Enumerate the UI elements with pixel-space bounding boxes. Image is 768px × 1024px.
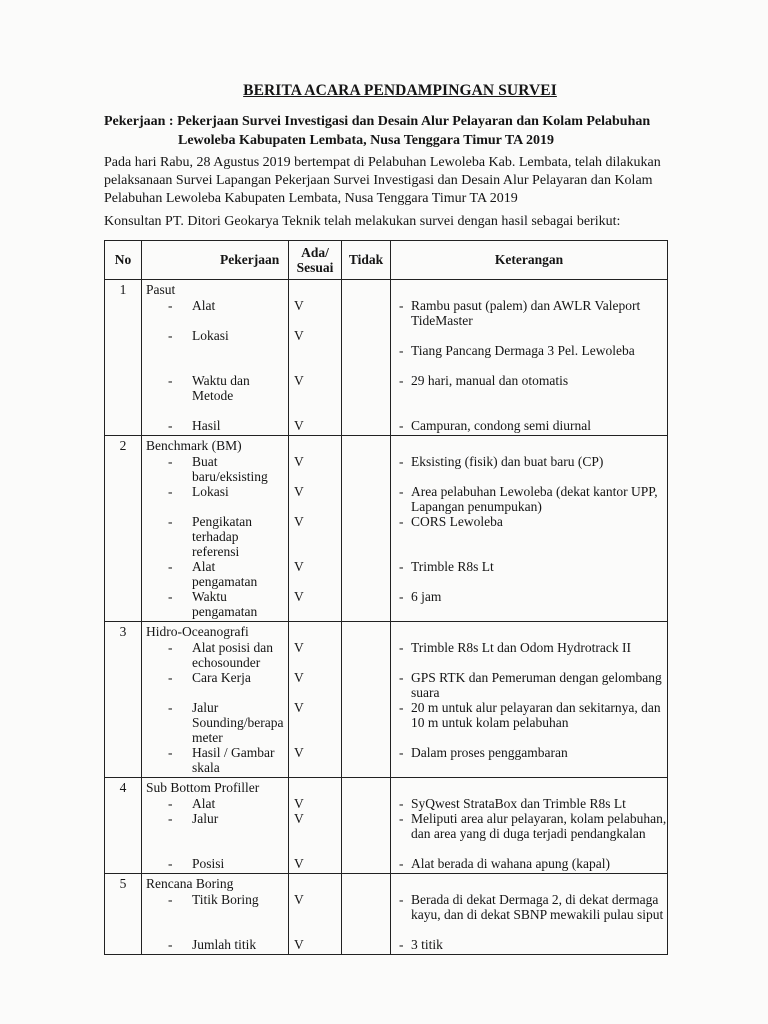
- check-mark: V: [294, 640, 304, 655]
- remark-text: GPS RTK dan Pemeruman dengan gelombang: [411, 670, 662, 685]
- remark-block: [391, 856, 667, 871]
- check-mark: V: [294, 937, 304, 952]
- remark-block: [391, 418, 667, 433]
- task-label: Hasil / Gambar: [192, 745, 275, 760]
- task-item: [146, 892, 288, 937]
- remark-dash: -: [399, 892, 404, 907]
- table-body: [105, 280, 668, 955]
- task-item: [146, 418, 288, 433]
- row-number: 2: [105, 436, 142, 622]
- task-label: Posisi: [192, 856, 225, 871]
- group-title: Hidro-Oceanografi: [146, 624, 249, 639]
- pekerjaan-cell: [142, 436, 289, 622]
- remark-text: CORS Lewoleba: [411, 514, 503, 529]
- pekerjaan-cell: [142, 280, 289, 436]
- bullet-dash: -: [168, 373, 173, 388]
- table-header-row: [105, 241, 668, 280]
- job-description: [104, 112, 664, 150]
- remark-block: [391, 745, 667, 775]
- remark-text: Meliputi area alur pelayaran, kolam pelabuhan,: [411, 811, 667, 826]
- keterangan-cell: [391, 622, 668, 778]
- remark-block: [391, 700, 667, 745]
- task-item: [146, 484, 288, 514]
- remark-text: Trimble R8s Lt dan Odom Hydrotrack II: [411, 640, 631, 655]
- task-item: [146, 745, 288, 775]
- remark-block: [391, 514, 667, 559]
- remark-dash: -: [399, 298, 404, 313]
- row-number: 1: [105, 280, 142, 436]
- check-mark: V: [294, 811, 304, 826]
- check-mark: V: [294, 328, 304, 343]
- task-label: meter: [192, 730, 223, 745]
- tidak-cell: [342, 778, 391, 874]
- check-mark: V: [294, 373, 304, 388]
- check-mark: V: [294, 484, 304, 499]
- task-item: [146, 559, 288, 589]
- remark-block: [391, 796, 667, 811]
- task-label: Alat: [192, 796, 216, 811]
- task-label: pengamatan: [192, 604, 258, 619]
- remark-dash: -: [399, 454, 404, 469]
- remark-text: suara: [411, 685, 440, 700]
- row-number: 4: [105, 778, 142, 874]
- ada-sesuai-cell: [289, 436, 342, 622]
- keterangan-cell: [391, 874, 668, 955]
- task-item: [146, 670, 288, 700]
- task-item: [146, 373, 288, 403]
- remark-block: [391, 328, 667, 358]
- remark-text: kayu, dan di dekat SBNP mewakili pulau siput: [411, 907, 664, 922]
- group-title: Benchmark (BM): [146, 438, 242, 453]
- task-item: [146, 811, 288, 856]
- task-label: referensi: [192, 544, 240, 559]
- task-label: Buat: [192, 454, 218, 469]
- header-ada: Ada/: [301, 245, 329, 260]
- tidak-cell: [342, 280, 391, 436]
- remark-dash: -: [399, 640, 404, 655]
- remark-dash: -: [399, 670, 404, 685]
- task-label: Sounding/berapa: [192, 715, 284, 730]
- remark-text: Lapangan penumpukan): [411, 499, 542, 514]
- survey-table: [104, 240, 668, 955]
- task-label: terhadap: [192, 529, 239, 544]
- remark-text: Berada di dekat Dermaga 2, di dekat dermaga: [411, 892, 659, 907]
- check-mark: V: [294, 796, 304, 811]
- job-line-1: Pekerjaan : Pekerjaan Survei Investigasi dan Desain Alur Pelayaran dan Kolam Pelabuhan: [104, 114, 651, 129]
- remark-text: 6 jam: [411, 589, 442, 604]
- job-line-2: Lewoleba Kabupaten Lembata, Nusa Tenggara Timur TA 2019: [178, 133, 554, 148]
- remark-text: Eksisting (fisik) dan buat baru (CP): [411, 454, 604, 469]
- bullet-dash: -: [168, 856, 173, 871]
- tidak-cell: [342, 874, 391, 955]
- remark-text: dan area yang di duga terjadi pendangkalan: [411, 826, 646, 841]
- remark-block: [391, 640, 667, 670]
- pekerjaan-cell: [142, 778, 289, 874]
- table-row: [105, 436, 668, 622]
- table-row: [105, 280, 668, 436]
- task-label: Titik Boring: [192, 892, 259, 907]
- task-label: Lokasi: [192, 484, 229, 499]
- remark-dash: -: [399, 589, 404, 604]
- header-tidak: Tidak: [342, 241, 391, 280]
- opening-paragraph: [104, 154, 670, 208]
- bullet-dash: -: [168, 700, 173, 715]
- pekerjaan-cell: [142, 622, 289, 778]
- check-mark: V: [294, 856, 304, 871]
- task-item: [146, 298, 288, 328]
- task-label: Alat posisi dan: [192, 640, 273, 655]
- bullet-dash: -: [168, 328, 173, 343]
- task-label: Lokasi: [192, 328, 229, 343]
- task-label: Hasil: [192, 418, 221, 433]
- header-pekerjaan: Pekerjaan: [142, 241, 289, 280]
- table-row: [105, 874, 668, 955]
- check-mark: V: [294, 418, 304, 433]
- remark-text: 3 titik: [411, 937, 443, 952]
- task-item: [146, 640, 288, 670]
- keterangan-cell: [391, 778, 668, 874]
- remark-dash: -: [399, 745, 404, 760]
- remark-text: Alat berada di wahana apung (kapal): [411, 856, 611, 871]
- remark-dash: -: [399, 937, 404, 952]
- row-number: 3: [105, 622, 142, 778]
- paragraph-line-1: Pada hari Rabu, 28 Agustus 2019 bertempat di Pelabuhan Lewoleba Kab. Lembata, telah dilakukan: [104, 155, 661, 170]
- group-title: Rencana Boring: [146, 876, 234, 891]
- document-title: BERITA ACARA PENDAMPINGAN SURVEI: [243, 82, 557, 99]
- row-number: 5: [105, 874, 142, 955]
- check-mark: V: [294, 559, 304, 574]
- remark-text: 10 m untuk kolam pelabuhan: [411, 715, 569, 730]
- remark-text: Dalam proses penggambaran: [411, 745, 568, 760]
- remark-dash: -: [399, 559, 404, 574]
- bullet-dash: -: [168, 745, 173, 760]
- intro-sentence: Konsultan PT. Ditori Geokarya Teknik telah melakukan survei dengan hasil sebagai berikut:: [104, 214, 621, 229]
- remark-dash: -: [399, 343, 404, 358]
- remark-text: 29 hari, manual dan otomatis: [411, 373, 569, 388]
- paragraph-line-2: pelaksanaan Survei Lapangan Pekerjaan Survei Investigasi dan Desain Alur Pelayaran dan Kolam: [104, 173, 653, 188]
- header-sesuai: Sesuai: [296, 260, 334, 275]
- task-label: Waktu: [192, 589, 227, 604]
- check-mark: V: [294, 298, 304, 313]
- check-mark: V: [294, 514, 304, 529]
- task-label: pengamatan: [192, 574, 258, 589]
- remark-block: [391, 670, 667, 700]
- remark-block: [391, 559, 667, 589]
- remark-dash: -: [399, 811, 404, 826]
- task-label: Cara Kerja: [192, 670, 251, 685]
- header-keterangan: Keterangan: [391, 241, 668, 280]
- bullet-dash: -: [168, 811, 173, 826]
- remark-text: TideMaster: [411, 313, 473, 328]
- task-item: [146, 514, 288, 559]
- remark-text: SyQwest StrataBox dan Trimble R8s Lt: [411, 796, 626, 811]
- table-row: [105, 778, 668, 874]
- remark-block: [391, 589, 667, 619]
- remark-block: [391, 937, 667, 952]
- remark-text: Trimble R8s Lt: [411, 559, 494, 574]
- bullet-dash: -: [168, 454, 173, 469]
- task-label: Jumlah titik: [192, 937, 257, 952]
- remark-dash: -: [399, 700, 404, 715]
- check-mark: V: [294, 700, 304, 715]
- remark-text: Area pelabuhan Lewoleba (dekat kantor UPP,: [411, 484, 658, 499]
- remark-text: Rambu pasut (palem) dan AWLR Valeport: [411, 298, 641, 313]
- remark-dash: -: [399, 484, 404, 499]
- keterangan-cell: [391, 436, 668, 622]
- remark-block: [391, 892, 667, 937]
- task-label: Metode: [192, 388, 234, 403]
- remark-dash: -: [399, 856, 404, 871]
- ada-sesuai-cell: [289, 874, 342, 955]
- check-mark: V: [294, 745, 304, 760]
- task-item: [146, 328, 288, 358]
- ada-sesuai-cell: [289, 280, 342, 436]
- task-label: baru/eksisting: [192, 469, 268, 484]
- task-item: [146, 700, 288, 745]
- task-label: Jalur: [192, 700, 219, 715]
- bullet-dash: -: [168, 298, 173, 313]
- task-item: [146, 937, 288, 952]
- remark-dash: -: [399, 514, 404, 529]
- task-item: [146, 796, 288, 811]
- remark-block: [391, 373, 667, 403]
- tidak-cell: [342, 436, 391, 622]
- remark-text: 20 m untuk alur pelayaran dan sekitarnya, dan: [411, 700, 661, 715]
- ada-sesuai-cell: [289, 778, 342, 874]
- bullet-dash: -: [168, 892, 173, 907]
- group-title: Pasut: [146, 282, 176, 297]
- task-label: echosounder: [192, 655, 261, 670]
- task-label: Pengikatan: [192, 514, 252, 529]
- task-label: skala: [192, 760, 220, 775]
- keterangan-cell: [391, 280, 668, 436]
- task-label: Alat: [192, 298, 216, 313]
- header-no: No: [105, 241, 142, 280]
- bullet-dash: -: [168, 589, 173, 604]
- remark-block: [391, 811, 667, 856]
- task-label: Alat: [192, 559, 216, 574]
- task-item: [146, 856, 288, 871]
- bullet-dash: -: [168, 640, 173, 655]
- task-item: [146, 454, 288, 484]
- remark-block: [391, 298, 667, 328]
- task-item: [146, 589, 288, 619]
- table-row: [105, 622, 668, 778]
- check-mark: V: [294, 892, 304, 907]
- check-mark: V: [294, 670, 304, 685]
- bullet-dash: -: [168, 670, 173, 685]
- check-mark: V: [294, 589, 304, 604]
- remark-text: Campuran, condong semi diurnal: [411, 418, 591, 433]
- header-ada-sesuai: [289, 241, 342, 280]
- bullet-dash: -: [168, 418, 173, 433]
- remark-dash: -: [399, 418, 404, 433]
- bullet-dash: -: [168, 514, 173, 529]
- group-title: Sub Bottom Profiller: [146, 780, 260, 795]
- bullet-dash: -: [168, 484, 173, 499]
- pekerjaan-cell: [142, 874, 289, 955]
- task-label: Waktu dan: [192, 373, 250, 388]
- remark-dash: -: [399, 796, 404, 811]
- remark-text: Tiang Pancang Dermaga 3 Pel. Lewoleba: [411, 343, 635, 358]
- remark-block: [391, 454, 667, 484]
- remark-dash: -: [399, 373, 404, 388]
- bullet-dash: -: [168, 796, 173, 811]
- remark-block: [391, 484, 667, 514]
- paragraph-line-3: Pelabuhan Lewoleba Kabupaten Lembata, Nusa Tenggara Timur TA 2019: [104, 191, 518, 206]
- task-label: Jalur: [192, 811, 219, 826]
- check-mark: V: [294, 454, 304, 469]
- bullet-dash: -: [168, 559, 173, 574]
- tidak-cell: [342, 622, 391, 778]
- bullet-dash: -: [168, 937, 173, 952]
- ada-sesuai-cell: [289, 622, 342, 778]
